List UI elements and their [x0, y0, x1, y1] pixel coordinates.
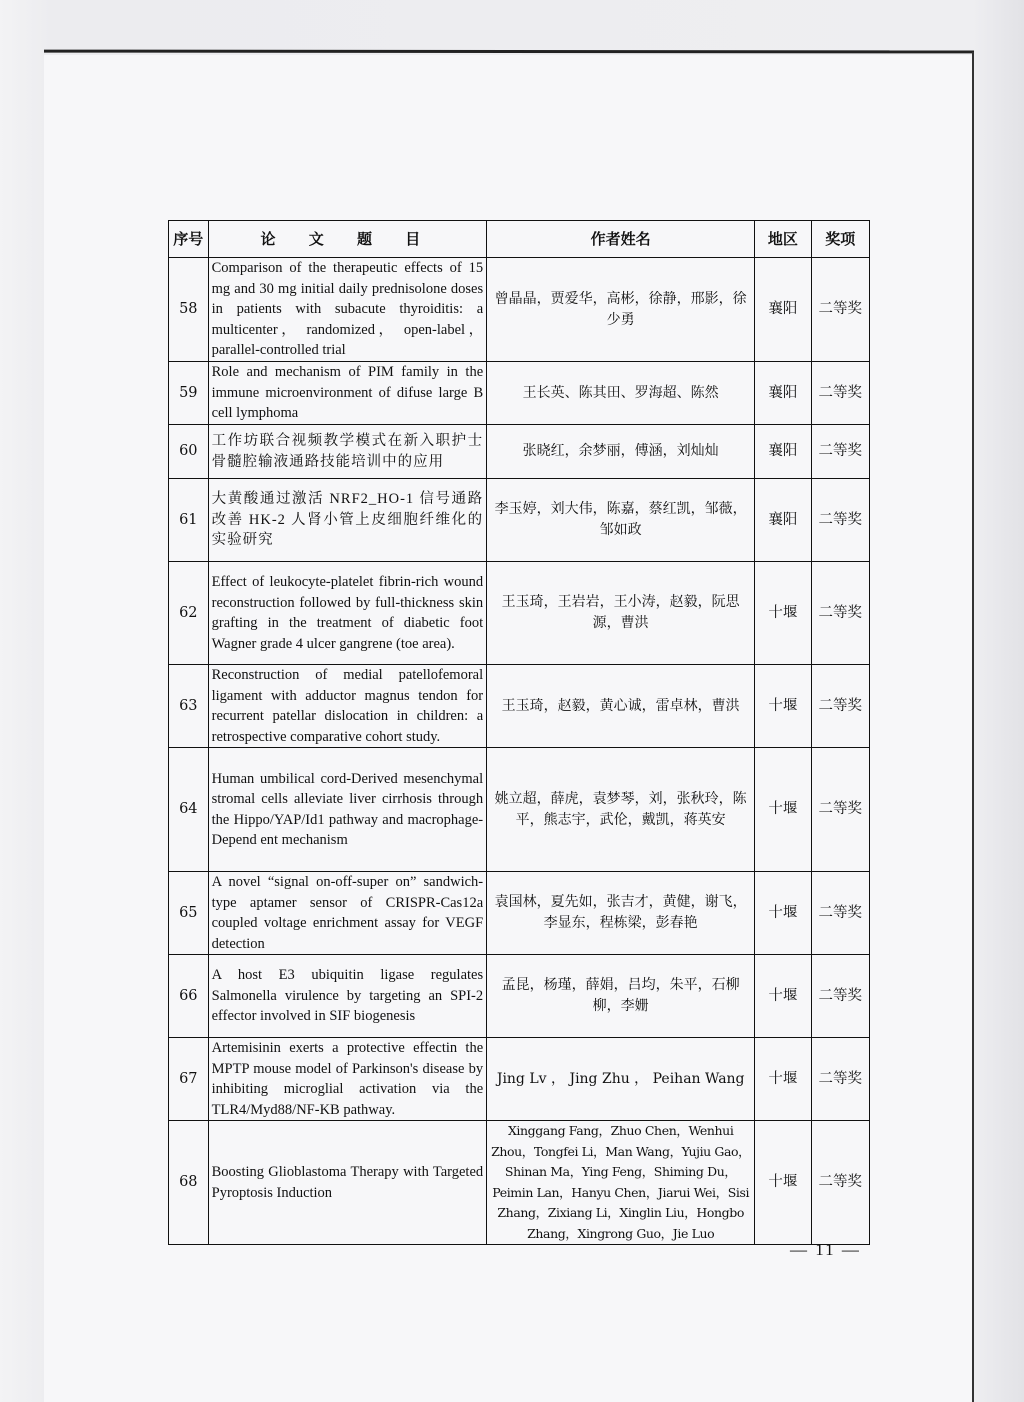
table-row	[169, 665, 870, 748]
row-title: Effect of leukocyte-platelet fibrin-rich wound reconstruction followed by full-thickness skin grafting in the treatment of diabetic foot Wagner grade 4 ulcer gangrene (toe area).	[208, 562, 487, 665]
row-title: Artemisinin exerts a protective effectin the MPTP mouse model of Parkinson's disease by inhibiting microglial activation via the TLR4/Myd88/NF-KB pathway.	[208, 1038, 487, 1121]
row-region: 十堰	[755, 1121, 811, 1245]
row-award: 二等奖	[811, 362, 869, 425]
row-no: 65	[169, 872, 209, 955]
table-row	[169, 955, 870, 1038]
row-award: 二等奖	[811, 872, 869, 955]
awards-table	[168, 220, 870, 1245]
row-no: 60	[169, 425, 209, 479]
table-row	[169, 479, 870, 562]
row-authors: 张晓红，余梦丽，傅涵，刘灿灿	[487, 425, 755, 479]
header-title: 论 文 题 目	[208, 221, 487, 258]
row-award: 二等奖	[811, 955, 869, 1038]
row-authors: 孟昆，杨瑾，薛娟，吕均，朱平，石柳柳，李姗	[487, 955, 755, 1038]
row-award: 二等奖	[811, 1121, 869, 1245]
table-row	[169, 425, 870, 479]
right-rule	[972, 52, 974, 1402]
row-no: 68	[169, 1121, 209, 1245]
row-no: 59	[169, 362, 209, 425]
table-header-row	[169, 221, 870, 258]
row-award: 二等奖	[811, 425, 869, 479]
row-title: Comparison of the therapeutic effects of 15 mg and 30 mg initial daily prednisolone doses in patients with subacute thyroiditis: a multicenter， randomized， open-label， parallel-controlled trial	[208, 258, 487, 362]
row-no: 63	[169, 665, 209, 748]
row-title: Reconstruction of medial patellofemoral ligament with adductor magnus tendon for recurrent patellar dislocation in children: a retrospective comparative cohort study.	[208, 665, 487, 748]
row-authors: 袁国林，夏先如，张吉才，黄健，谢飞，李显东，程栋梁，彭春艳	[487, 872, 755, 955]
row-no: 58	[169, 258, 209, 362]
row-title: Boosting Glioblastoma Therapy with Targeted Pyroptosis Induction	[208, 1121, 487, 1245]
row-region: 襄阳	[755, 258, 811, 362]
row-no: 66	[169, 955, 209, 1038]
row-title: Role and mechanism of PIM family in the immune microenvironment of difuse large B cell lymphoma	[208, 362, 487, 425]
row-authors: 李玉婷，刘大伟，陈嘉，蔡红凯，邹薇，邹如政	[487, 479, 755, 562]
row-award: 二等奖	[811, 665, 869, 748]
row-region: 十堰	[755, 872, 811, 955]
row-title: 大黄酸通过激活 NRF2_HO-1 信号通路改善 HK-2 人肾小管上皮细胞纤维化的实验研究	[208, 479, 487, 562]
table-row	[169, 562, 870, 665]
row-region: 十堰	[755, 1038, 811, 1121]
row-authors: 曾晶晶，贾爱华，高彬，徐静，邢影，徐少勇	[487, 258, 755, 362]
row-title: A novel “signal on-off-super on” sandwich-type aptamer sensor of CRISPR-Cas12a coupled voltage enrichment assay for VEGF detection	[208, 872, 487, 955]
row-no: 61	[169, 479, 209, 562]
row-award: 二等奖	[811, 258, 869, 362]
row-region: 襄阳	[755, 425, 811, 479]
row-award: 二等奖	[811, 748, 869, 872]
header-authors: 作者姓名	[487, 221, 755, 258]
row-award: 二等奖	[811, 562, 869, 665]
row-region: 襄阳	[755, 362, 811, 425]
row-no: 62	[169, 562, 209, 665]
row-authors: 姚立超，薛虎，袁梦琴，刘，张秋玲，陈平，熊志宇，武伦，戴凯，蒋英安	[487, 748, 755, 872]
row-region: 襄阳	[755, 479, 811, 562]
table-row	[169, 1038, 870, 1121]
row-title: Human umbilical cord-Derived mesenchymal stromal cells alleviate liver cirrhosis through the Hippo/YAP/Id1 pathway and macrophage-Depend ent mechanism	[208, 748, 487, 872]
header-region: 地区	[755, 221, 811, 258]
table-row	[169, 748, 870, 872]
table-row	[169, 258, 870, 362]
row-authors: Xinggang Fang，Zhuo Chen，Wenhui Zhou，Tongfei Li，Man Wang，Yujiu Gao，Shinan Ma，Ying Feng，Shiming Du，Peimin Lan，Hanyu Chen，Jiarui Wei，Sisi Zhang，Zixiang Li，Xinglin Liu，Hongbo Zhang，Xingrong Guo，Jie Luo	[487, 1121, 755, 1245]
row-award: 二等奖	[811, 1038, 869, 1121]
row-authors: 王长英、陈其田、罗海超、陈然	[487, 362, 755, 425]
table-row	[169, 872, 870, 955]
row-region: 十堰	[755, 955, 811, 1038]
row-title: 工作坊联合视频教学模式在新入职护士骨髓腔输液通路技能培训中的应用	[208, 425, 487, 479]
row-authors: 王玉琦，赵毅，黄心诚，雷卓林，曹洪	[487, 665, 755, 748]
row-authors: 王玉琦，王岩岩，王小涛，赵毅，阮思源，曹洪	[487, 562, 755, 665]
top-rule	[44, 50, 974, 62]
row-region: 十堰	[755, 562, 811, 665]
row-award: 二等奖	[811, 479, 869, 562]
header-no: 序号	[169, 221, 209, 258]
row-no: 67	[169, 1038, 209, 1121]
row-region: 十堰	[755, 665, 811, 748]
table-row	[169, 362, 870, 425]
row-authors: Jing Lv ， Jing Zhu ， Peihan Wang	[487, 1038, 755, 1121]
table-row	[169, 1121, 870, 1245]
header-award: 奖项	[811, 221, 869, 258]
row-region: 十堰	[755, 748, 811, 872]
row-title: A host E3 ubiquitin ligase regulates Salmonella virulence by targeting an SPI-2 effector involved in SIF biogenesis	[208, 955, 487, 1038]
row-no: 64	[169, 748, 209, 872]
page-number: — 11 —	[790, 1240, 861, 1259]
